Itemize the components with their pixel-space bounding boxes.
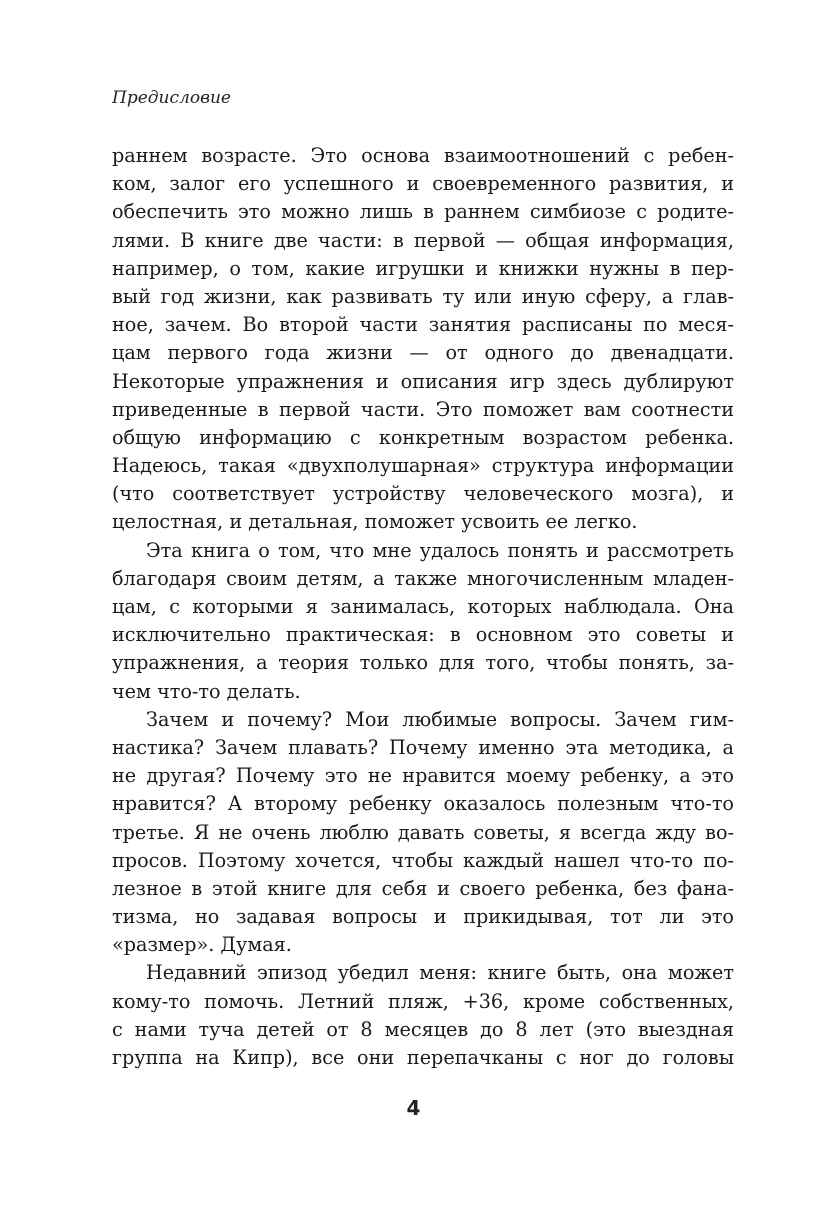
text-line: исключительно практическая: в основном это советы и: [112, 623, 734, 647]
text-line: Эта книга о том, что мне удалось понять и рассмотреть: [146, 538, 734, 562]
text-line: цам, с которыми я занималась, которых наблюдала. Она: [112, 595, 734, 618]
running-head: Предисловие: [112, 88, 231, 108]
text-line: третье. Я не очень люблю давать советы, я всегда жду во-: [112, 820, 734, 844]
text-line: ное, зачем. Во второй части занятия расписаны по меся-: [112, 313, 734, 337]
text-line: например, о том, какие игрушки и книжки нужны в пер-: [112, 256, 734, 280]
text-line: раннем возрасте. Это основа взаимоотношений с ребен-: [112, 144, 734, 167]
text-line: лезное в этой книге для себя и своего ребенка, без фана-: [112, 876, 734, 900]
text-line: не другая? Почему это не нравится моему ребенку, а это: [112, 764, 734, 788]
text-line: просов. Поэтому хочется, чтобы каждый нашел что-то по-: [112, 848, 734, 872]
text-line: «размер». Думая.: [112, 933, 292, 957]
text-line: настика? Зачем плавать? Почему именно эта методика, а: [112, 735, 734, 759]
text-line: приведенные в первой части. Это поможет вам соотнести: [112, 397, 734, 421]
text-line: упражнения, а теория только для того, чтобы понять, за-: [112, 651, 734, 675]
text-line: нравится? А второму ребенку оказалось полезным что-то: [112, 792, 734, 816]
page-number: 4: [406, 1096, 421, 1120]
text-line: Недавний эпизод убедил меня: книге быть, она может: [146, 961, 734, 985]
text-line: благодаря своим детям, а также многочисленным младен-: [112, 566, 734, 590]
text-line: кому-то помочь. Летний пляж, +36, кроме собственных,: [112, 989, 734, 1013]
text-line: лями. В книге две части: в первой — общая информация,: [112, 228, 734, 252]
body-text: [112, 142, 734, 1072]
text-line: Надеюсь, такая «двухполушарная» структура информации: [112, 454, 734, 478]
text-line: цам первого года жизни — от одного до двенадцати.: [112, 341, 734, 365]
text-line: с нами туча детей от 8 месяцев до 8 лет (это выездная: [112, 1017, 734, 1041]
text-line: чем что-то делать.: [112, 679, 301, 703]
text-line: (что соответствует устройству человеческого мозга), и: [112, 482, 734, 506]
text-line: тизма, но задавая вопросы и прикидывая, тот ли это: [112, 905, 734, 929]
text-line: Зачем и почему? Мои любимые вопросы. Зачем гим-: [146, 707, 734, 731]
text-line: вый год жизни, как развивать ту или иную сферу, а глав-: [112, 284, 734, 308]
text-line: целостная, и детальная, поможет усвоить ее легко.: [112, 510, 638, 534]
text-line: обеспечить это можно лишь в раннем симбиозе с родите-: [112, 200, 734, 224]
text-line: ком, залог его успешного и своевременного развития, и: [112, 172, 734, 196]
text-line: группа на Кипр), все они перепачканы с ног до головы: [112, 1046, 734, 1069]
text-line: общую информацию с конкретным возрастом ребенка.: [112, 425, 734, 449]
text-line: Некоторые упражнения и описания игр здесь дублируют: [112, 369, 734, 393]
